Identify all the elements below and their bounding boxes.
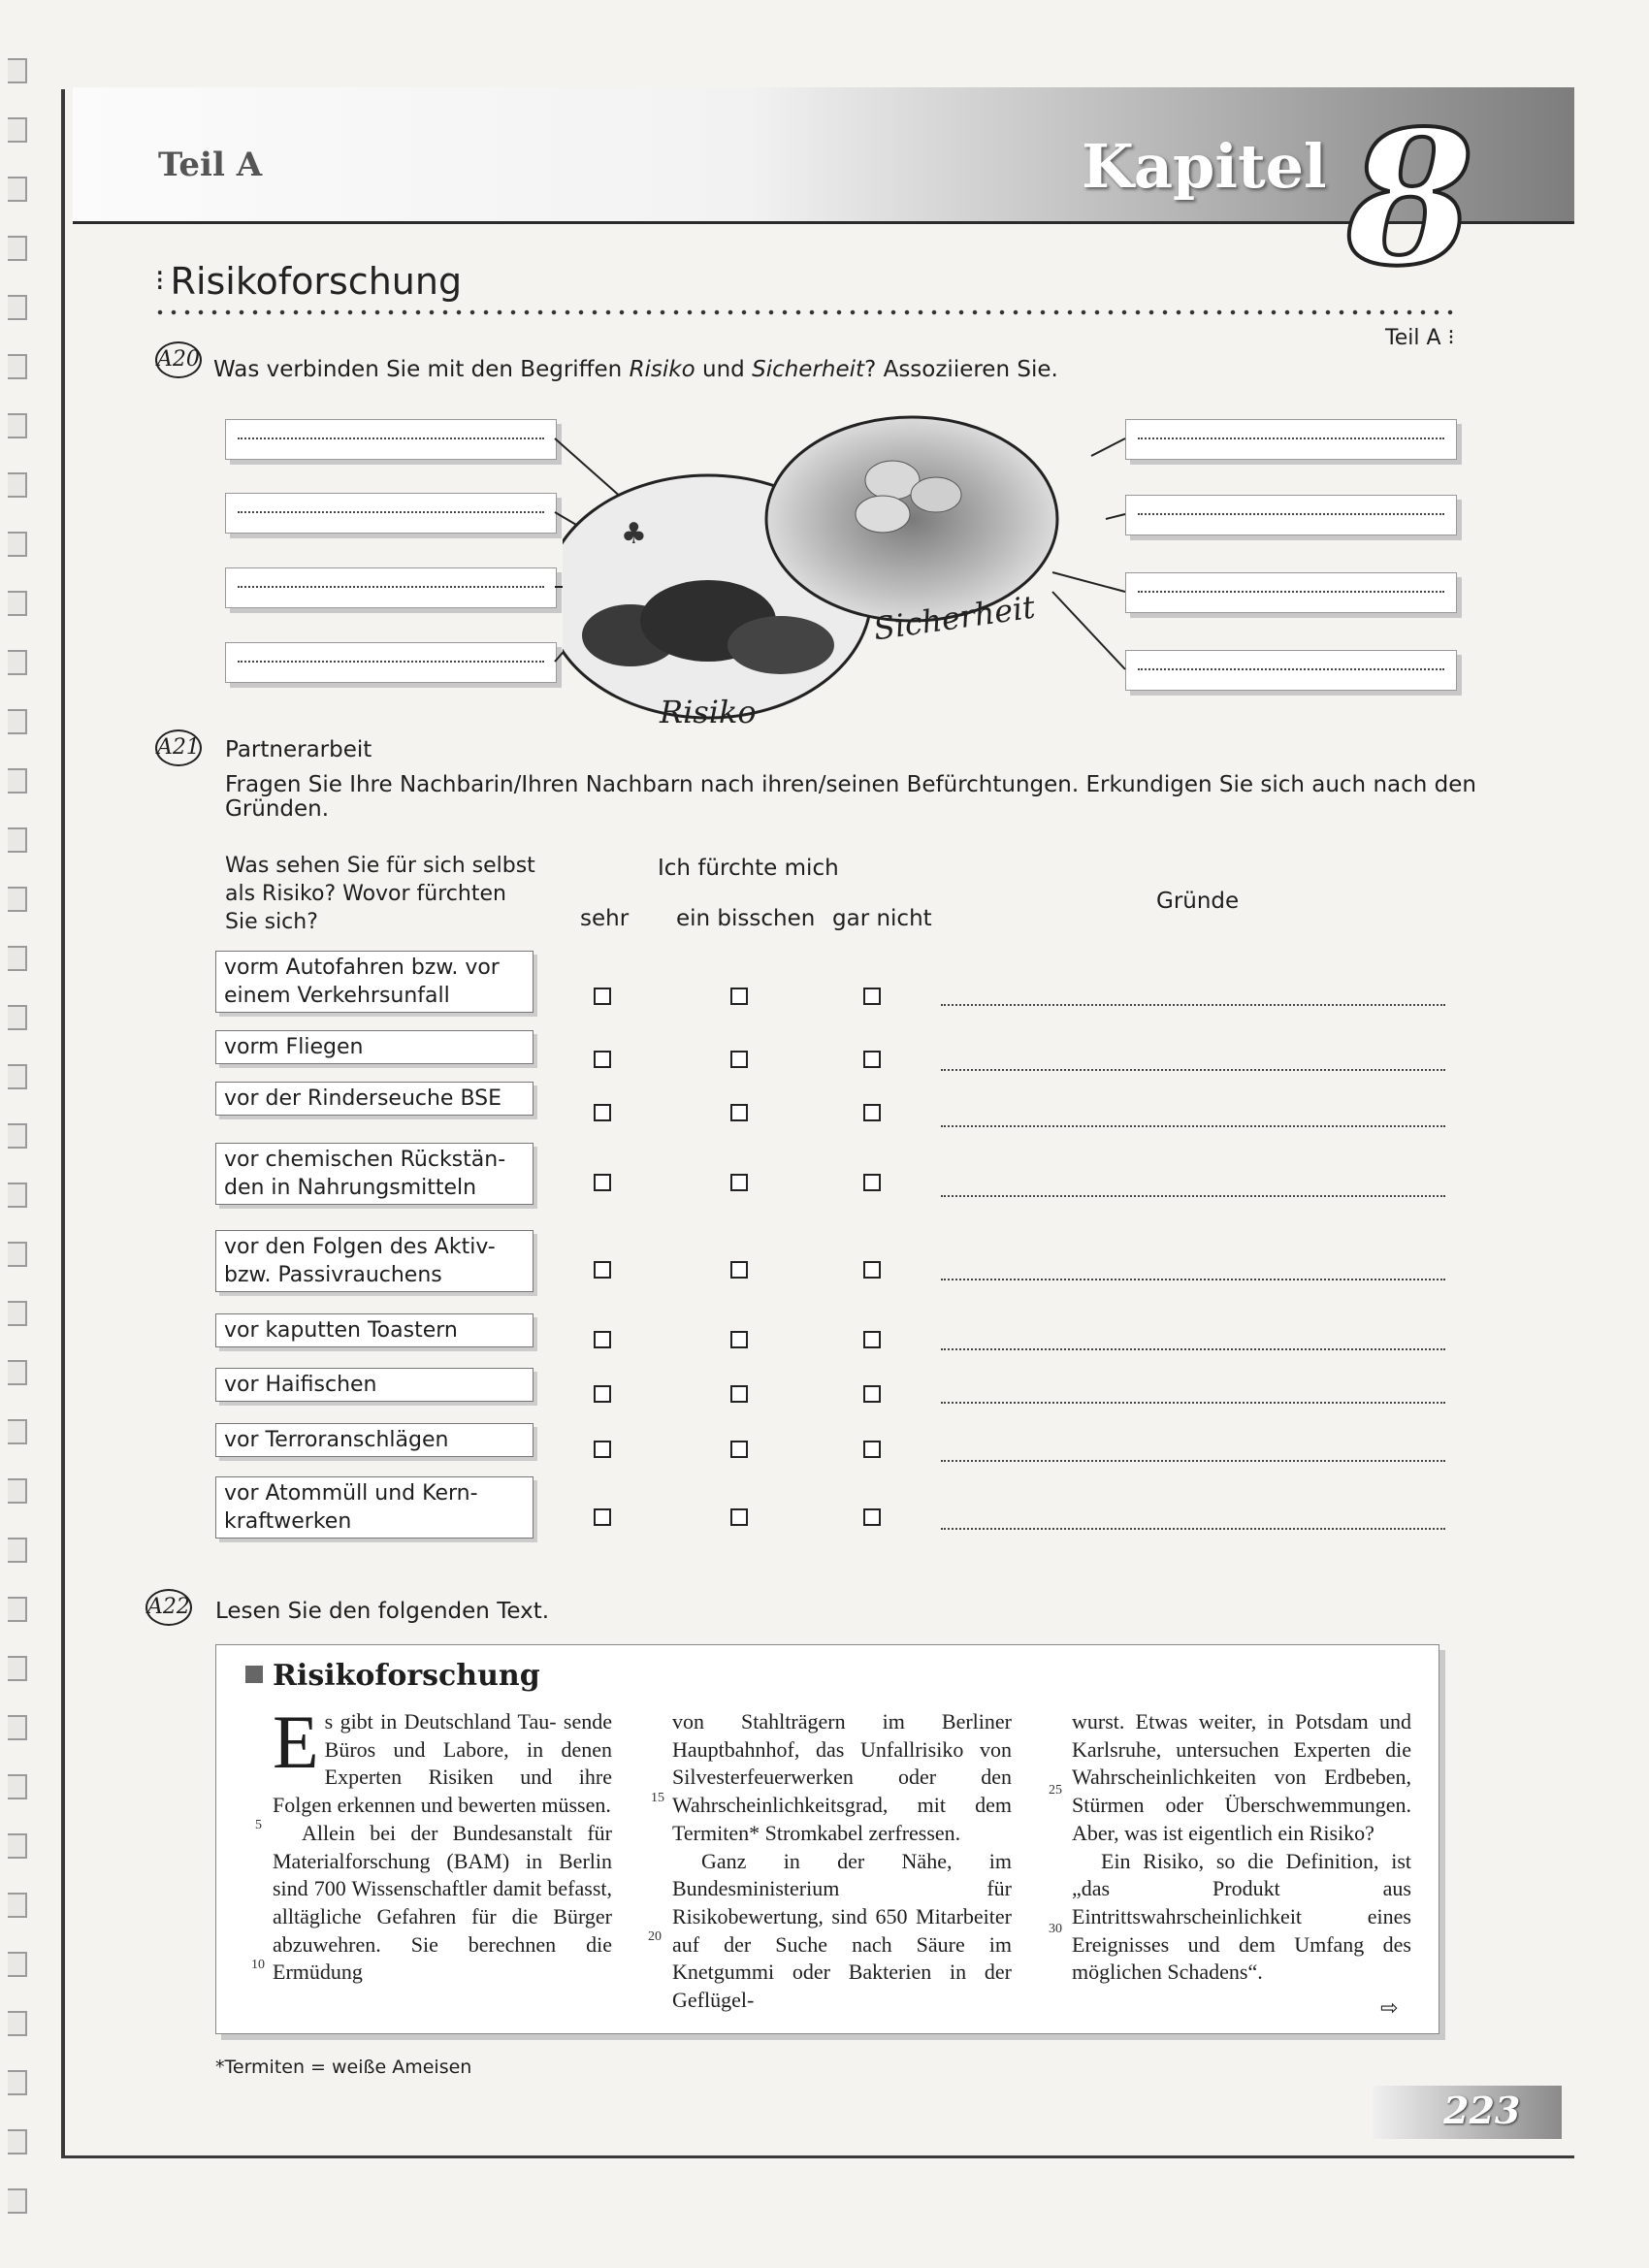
fear-item-line: vor den Folgen des Aktiv- [224, 1235, 496, 1259]
checkbox-gar-nicht[interactable] [863, 988, 881, 1005]
checkbox-gar-nicht[interactable] [863, 1261, 881, 1279]
fear-item [215, 1368, 534, 1402]
binding-hole [8, 1715, 27, 1740]
checkbox-ein-bisschen[interactable] [730, 1385, 748, 1403]
mindmap-images [563, 412, 1106, 752]
sicherheit-label: Sicherheit [871, 588, 1038, 648]
fear-item-line: kraftwerken [224, 1509, 352, 1534]
fear-item [215, 951, 534, 1013]
checkbox-sehr[interactable] [594, 1331, 611, 1348]
line-number: 25 [1049, 1783, 1062, 1798]
fear-item-line: bzw. Passivrauchens [224, 1263, 442, 1287]
reading-column-3: wurst. Etwas weiter, in Potsdam und Karlsruhe, untersuchen Experten die Wahrscheinlichkeiten von Erdbeben, Stürmen oder Überschwemmungen. Aber, was ist eigentlich ein Risiko? Ein Risiko, so die Definition, ist „das Produkt aus Eintrittswahrscheinlichkeit eines Ereignisses und dem Umfang des möglichen Schadens“. [1072, 1709, 1411, 1985]
checkbox-sehr[interactable] [594, 988, 611, 1005]
fear-item [215, 1030, 534, 1064]
binding-hole [8, 2011, 27, 2036]
binding-hole [8, 1419, 27, 1444]
reading-column-1: Es gibt in Deutschland Tau- sende Büros und Labore, in denen Experten Risiken und ihre Folgen erkennen und bewerten müssen. Allein bei der Bundesanstalt für Materialforschung (BAM) in Berlin sind 700 Wissenschaftler damit befasst, alltägliche Gefahren für die Bürger abzuwehren. Sie berechnen die Ermüdung [273, 1700, 612, 1985]
col-gar-nicht: gar nicht [832, 906, 932, 931]
fear-item-line: vorm Autofahren bzw. vor [224, 956, 500, 980]
checkbox-ein-bisschen[interactable] [730, 1508, 748, 1526]
checkbox-ein-bisschen[interactable] [730, 988, 748, 1005]
binding-hole [8, 1774, 27, 1799]
fear-item-line: einem Verkehrsunfall [224, 984, 450, 1008]
binding-hole [8, 1656, 27, 1681]
binding-hole [8, 1538, 27, 1563]
fear-item [215, 1423, 534, 1457]
reason-answer-line[interactable] [941, 1195, 1445, 1197]
binding-hole [8, 2070, 27, 2095]
col-sehr: sehr [580, 906, 630, 931]
a20-instruction: Was verbinden Sie mit den Begriffen Risiko und Sicherheit? Assoziieren Sie. [213, 357, 1058, 382]
reason-answer-line[interactable] [941, 1460, 1445, 1462]
checkbox-ein-bisschen[interactable] [730, 1051, 748, 1068]
reading-column-2: von Stahlträgern im Berliner Hauptbahnhof, das Unfallrisiko von Silvesterfeuerwerken oder den Wahrscheinlichkeitsgrad, mit dem Termiten* Stromkabel zerfressen. Ganz in der Nähe, im Bundesministerium für Risikobewertung, sind 650 Mitarbeiter auf der Suche nach Säure im Knetgummi oder Bakterien in der Geflügel- [672, 1709, 1012, 2013]
checkbox-sehr[interactable] [594, 1174, 611, 1191]
col-gruende: Gründe [1156, 889, 1240, 914]
bottom-rule [61, 2155, 1574, 2158]
title-dots-icon: ⁝ [155, 264, 165, 298]
reason-answer-line[interactable] [941, 1004, 1445, 1006]
binding-hole [8, 1123, 27, 1149]
checkbox-gar-nicht[interactable] [863, 1385, 881, 1403]
footnote: *Termiten = weiße Ameisen [215, 2057, 472, 2078]
reason-answer-line[interactable] [941, 1348, 1445, 1350]
task-badge-a21: A21 [155, 729, 202, 766]
fear-item-line: vor Terroranschlägen [224, 1428, 449, 1452]
fear-item [215, 1082, 534, 1116]
svg-text:♣: ♣ [621, 517, 647, 551]
binding-hole [8, 2188, 27, 2214]
line-number: 15 [651, 1791, 664, 1805]
fear-item [215, 1476, 534, 1539]
col-ein-bisschen: ein bisschen [676, 906, 816, 931]
reason-answer-line[interactable] [941, 1528, 1445, 1530]
checkbox-gar-nicht[interactable] [863, 1174, 881, 1191]
reason-answer-line[interactable] [941, 1279, 1445, 1280]
binding-hole [8, 1301, 27, 1326]
fear-item-line: vor kaputten Toastern [224, 1318, 458, 1343]
binding-hole [8, 1893, 27, 1918]
a21-instruction-line1: Fragen Sie Ihre Nachbarin/Ihren Nachbarn nach ihren/seinen Befürchtungen. Erkundigen Sie sich auch nach den [225, 772, 1476, 797]
line-number: 10 [251, 1958, 265, 1972]
question-header: Was sehen Sie für sich selbst als Risiko? Wovor fürchten Sie sich? [225, 854, 535, 934]
binding-hole [8, 1242, 27, 1267]
continue-arrow-icon: ⇨ [1380, 1996, 1399, 2021]
checkbox-sehr[interactable] [594, 1051, 611, 1068]
reason-answer-line[interactable] [941, 1125, 1445, 1127]
checkbox-gar-nicht[interactable] [863, 1104, 881, 1121]
checkbox-sehr[interactable] [594, 1441, 611, 1458]
binding-hole [8, 1833, 27, 1859]
fear-item-line: vor der Rinderseuche BSE [224, 1086, 502, 1111]
checkbox-gar-nicht[interactable] [863, 1508, 881, 1526]
checkbox-ein-bisschen[interactable] [730, 1261, 748, 1279]
teil-reference: Teil A ⁝ [1385, 326, 1455, 350]
chapter-number: 8 [1346, 90, 1475, 307]
task-badge-a20: A20 [155, 341, 202, 378]
kapitel-label: Kapitel [1082, 131, 1327, 202]
checkbox-sehr[interactable] [594, 1508, 611, 1526]
a21-title: Partnerarbeit [225, 737, 372, 762]
binding-hole [8, 1183, 27, 1208]
fear-item [215, 1313, 534, 1347]
binding-hole [8, 2129, 27, 2155]
checkbox-sehr[interactable] [594, 1104, 611, 1121]
line-number: 5 [255, 1818, 262, 1832]
fear-item-line: vor Atommüll und Kern- [224, 1481, 478, 1506]
a22-instruction: Lesen Sie den folgenden Text. [215, 1599, 550, 1624]
page-number: 223 [1443, 2089, 1521, 2132]
checkbox-ein-bisschen[interactable] [730, 1174, 748, 1191]
checkbox-ein-bisschen[interactable] [730, 1331, 748, 1348]
binding-hole [8, 1064, 27, 1089]
binding-hole [8, 1360, 27, 1385]
binding-hole [8, 1478, 27, 1504]
header-ich-fuerchte: Ich fürchte mich [658, 856, 839, 881]
risiko-label: Risiko [660, 694, 757, 730]
binding-hole [8, 1005, 27, 1030]
checkbox-sehr[interactable] [594, 1261, 611, 1279]
teil-label: Teil A [158, 146, 263, 184]
reason-answer-line[interactable] [941, 1402, 1445, 1404]
fear-item [215, 1143, 534, 1205]
binding-hole [8, 1597, 27, 1622]
binding-hole [8, 887, 27, 912]
binding-hole [8, 946, 27, 971]
line-number: 30 [1049, 1922, 1062, 1936]
checkbox-gar-nicht[interactable] [863, 1331, 881, 1348]
fear-item-line: vor Haifischen [224, 1373, 377, 1397]
checkbox-ein-bisschen[interactable] [730, 1441, 748, 1458]
binding-hole [8, 827, 27, 853]
reason-answer-line[interactable] [941, 1069, 1445, 1071]
checkbox-ein-bisschen[interactable] [730, 1104, 748, 1121]
square-bullet-icon [245, 1666, 263, 1683]
fear-item-line: den in Nahrungsmitteln [224, 1176, 477, 1200]
checkbox-gar-nicht[interactable] [863, 1441, 881, 1458]
line-number: 20 [648, 1929, 662, 1944]
section-title: ⁝ Risikoforschung [155, 260, 463, 303]
binding-hole [8, 1952, 27, 1977]
reading-text-box [215, 1644, 1439, 2034]
reading-title: Risikoforschung [245, 1659, 540, 1693]
task-badge-a22: A22 [146, 1589, 192, 1626]
checkbox-sehr[interactable] [594, 1385, 611, 1403]
fear-item [215, 1230, 534, 1292]
a21-instruction-line2: Gründen. [225, 796, 330, 822]
checkbox-gar-nicht[interactable] [863, 1051, 881, 1068]
fear-item-line: vor chemischen Rückstän- [224, 1148, 506, 1172]
fear-item-line: vorm Fliegen [224, 1035, 364, 1059]
